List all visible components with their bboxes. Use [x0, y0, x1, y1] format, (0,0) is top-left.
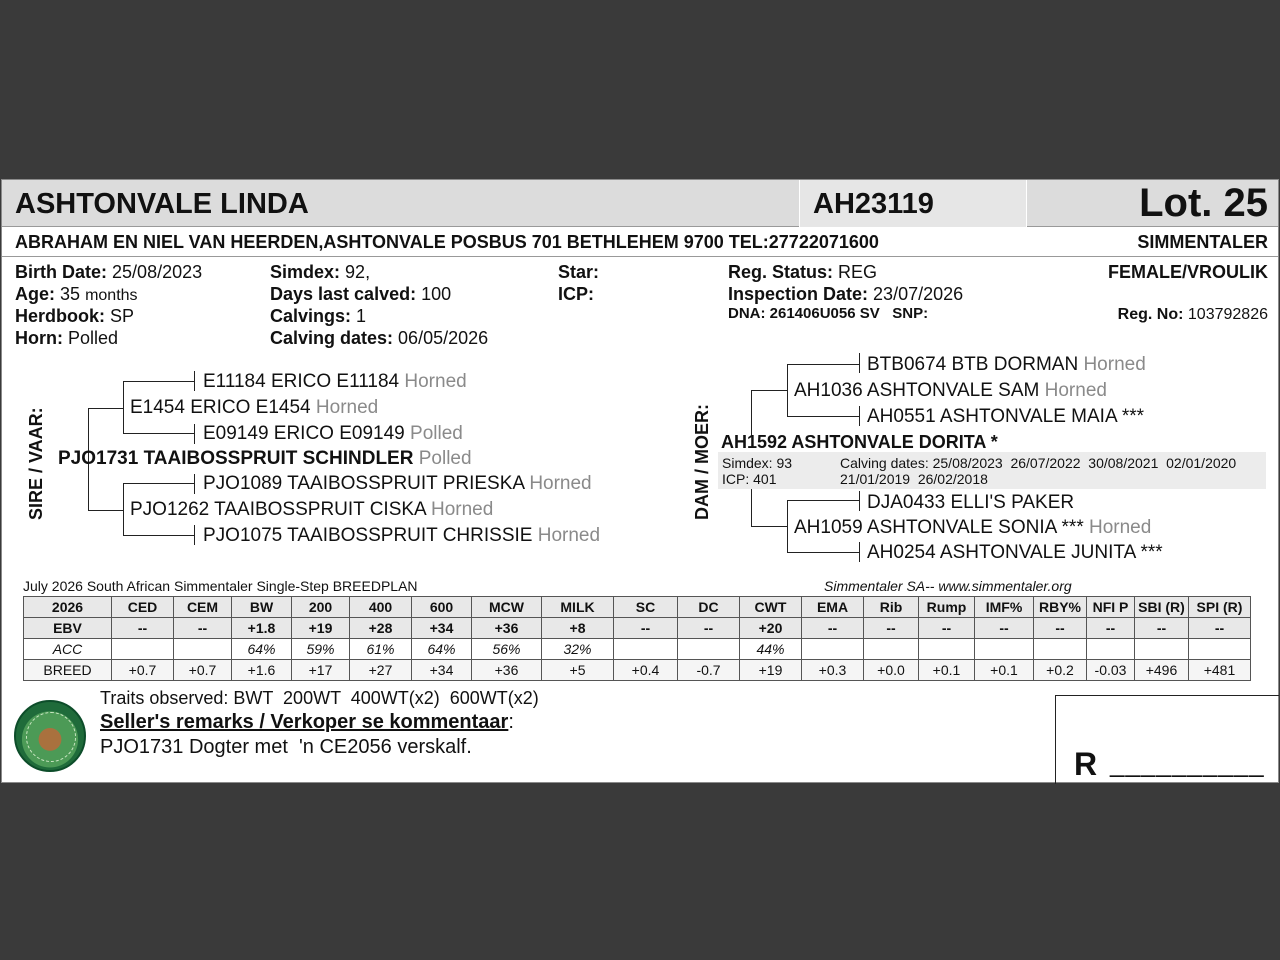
horn-row: Horn: Polled [15, 328, 119, 348]
birth-date-row: Birth Date: 25/08/2023 [15, 262, 203, 282]
breed-cell: +0.1 [975, 660, 1034, 681]
acc-row [24, 639, 1251, 660]
days-calved: 100 [421, 284, 452, 304]
acc-cell [975, 639, 1034, 660]
dam-simdex: Simdex: 93 [722, 455, 793, 471]
dam-sire-dam: AH0551 ASHTONVALE MAIA *** [867, 406, 1145, 427]
dam-calving-dates-2: 21/01/2019 26/02/2018 [840, 471, 988, 487]
ebv-col-header: CEM [174, 597, 232, 618]
ebv-cell: -- [802, 618, 864, 639]
breed-cell: +0.7 [174, 660, 232, 681]
ebv-col-header: SBI (R) [1135, 597, 1189, 618]
ebv-cell: +36 [472, 618, 542, 639]
ebv-col-header: Rib [864, 597, 919, 618]
ebv-col-header: IMF% [975, 597, 1034, 618]
breed-cell: -0.03 [1087, 660, 1135, 681]
breed-cell: +0.2 [1034, 660, 1087, 681]
breed-cell: +496 [1135, 660, 1189, 681]
reg-code: AH23119 [813, 188, 934, 220]
lot-card [1, 179, 1279, 783]
inspection-date: 23/07/2026 [873, 284, 964, 304]
reg-status: REG [838, 262, 878, 282]
breedplan-title: July 2026 South African Simmentaler Single-Step BREEDPLAN [23, 578, 418, 594]
owner-line [2, 228, 1278, 257]
dam-dam-sire: DJA0433 ELLI'S PAKER [867, 492, 1075, 513]
breedplan-website: Simmentaler SA-- www.simmentaler.org [824, 578, 1072, 594]
remarks-text: PJO1731 Dogter met 'n CE2056 verskalf. [100, 736, 472, 758]
acc-cell: 44% [740, 639, 802, 660]
sire-dam-dam: PJO1075 TAAIBOSSPRUIT CHRISSIE Horned [203, 525, 601, 546]
header-band [2, 180, 1278, 227]
acc-cell [1034, 639, 1087, 660]
breed-cell: +0.4 [614, 660, 678, 681]
breed-cell: +5 [542, 660, 614, 681]
calvings-row: Calvings: 1 [270, 306, 367, 326]
calving-dates: 06/05/2026 [398, 328, 489, 348]
ebv-cell: +1.8 [232, 618, 292, 639]
ebv-cell: -- [975, 618, 1034, 639]
ebv-cell: +28 [350, 618, 412, 639]
sire-side-label: SIRE / VAAR: [26, 407, 46, 520]
ebv-cell: -- [919, 618, 975, 639]
ebv-col-header: 2026 [24, 597, 112, 618]
herdbook-row: Herdbook: SP [15, 306, 135, 326]
ebv-cell: -- [614, 618, 678, 639]
dam-calving-dates-1: Calving dates: 25/08/2023 26/07/2022 30/08/2021 02/01/2020 [840, 455, 1237, 471]
breed-cell: +17 [292, 660, 350, 681]
acc-cell [1189, 639, 1251, 660]
simmentaler-sa-logo [14, 700, 86, 772]
acc-cell [112, 639, 174, 660]
reg-no: 103792826 [1187, 306, 1268, 323]
ebv-header-row [24, 597, 1251, 618]
calving-dates-row: Calving dates: 06/05/2026 [270, 328, 489, 348]
acc-cell [1087, 639, 1135, 660]
icp-label: ICP: [558, 284, 594, 304]
price-box[interactable] [1055, 695, 1279, 784]
ebv-cell: +8 [542, 618, 614, 639]
ebv-cell: -- [1189, 618, 1251, 639]
ebv-col-header: NFI P [1087, 597, 1135, 618]
ebv-cell: -- [112, 618, 174, 639]
ebv-col-header: MCW [472, 597, 542, 618]
acc-cell: 64% [412, 639, 472, 660]
ebv-cell: +34 [412, 618, 472, 639]
dam-sire: AH1036 ASHTONVALE SAM Horned [794, 380, 1107, 401]
ebv-col-header: BW [232, 597, 292, 618]
acc-cell [864, 639, 919, 660]
ebv-col-header: SPI (R) [1189, 597, 1251, 618]
birth-date: 25/08/2023 [112, 262, 203, 282]
breed-name: SIMMENTALER [1137, 232, 1268, 252]
ebv-cell: +19 [292, 618, 350, 639]
ebv-col-header: CED [112, 597, 174, 618]
acc-cell [614, 639, 678, 660]
acc-cell: 64% [232, 639, 292, 660]
star-label: Star: [558, 262, 600, 282]
inspection-row: Inspection Date: 23/07/2026 [728, 284, 964, 304]
ebv-table [23, 596, 1251, 681]
ebv-cell: -- [1034, 618, 1087, 639]
dam-dam-dam: AH0254 ASHTONVALE JUNITA *** [867, 542, 1163, 563]
ebv-col-header: Rump [919, 597, 975, 618]
ebv-row [24, 618, 1251, 639]
breed-cell: +36 [472, 660, 542, 681]
acc-cell [1135, 639, 1189, 660]
remarks-heading-row: Seller's remarks / Verkoper se kommentaar: [100, 711, 514, 733]
price-blank: __________ [1110, 748, 1265, 778]
age-value: 35 [60, 284, 81, 304]
dam-side-label: DAM / MOER: [692, 404, 712, 520]
ebv-col-header: 600 [412, 597, 472, 618]
acc-cell [802, 639, 864, 660]
breed-cell: +19 [740, 660, 802, 681]
ebv-cell: -- [174, 618, 232, 639]
dam-sire-sire: BTB0674 BTB DORMAN Horned [867, 354, 1146, 375]
age-row: Age: 35 months [15, 284, 138, 304]
reg-status-row: Reg. Status: REG [728, 262, 878, 282]
days-calved-row: Days last calved: 100 [270, 284, 452, 304]
ebv-col-header: DC [678, 597, 740, 618]
ebv-col-header: SC [614, 597, 678, 618]
breed-cell: +1.6 [232, 660, 292, 681]
breed-cell: BREED [24, 660, 112, 681]
breed-cell: +481 [1189, 660, 1251, 681]
acc-cell: 32% [542, 639, 614, 660]
ebv-cell: -- [1135, 618, 1189, 639]
ebv-col-header: MILK [542, 597, 614, 618]
calvings: 1 [356, 306, 367, 326]
acc-cell: 59% [292, 639, 350, 660]
price-label: R [1074, 746, 1098, 782]
acc-cell [919, 639, 975, 660]
remarks-heading: Seller's remarks / Verkoper se kommentaar [100, 711, 509, 733]
simdex: 92, [345, 262, 371, 282]
breed-cell: +0.0 [864, 660, 919, 681]
lot-number: Lot. 25 [1139, 181, 1268, 225]
sire-dam-sire: PJO1089 TAAIBOSSPRUIT PRIESKA Horned [203, 473, 592, 494]
sire-sire-sire: E11184 ERICO E11184 Horned [203, 371, 467, 392]
ebv-col-header: EMA [802, 597, 864, 618]
ebv-cell: -- [864, 618, 919, 639]
dna-line: DNA: 261406U056 SV SNP: [728, 305, 929, 322]
dam: AH1592 ASHTONVALE DORITA * [721, 432, 998, 452]
sire-dam-connector [123, 483, 124, 535]
ebv-cell: -- [678, 618, 740, 639]
breed-cell: +0.3 [802, 660, 864, 681]
horn-status: Polled [68, 328, 119, 348]
dam-icp: ICP: 401 [722, 471, 777, 487]
sire-sire-dam: E09149 ERICO E09149 Polled [203, 423, 463, 444]
acc-cell [174, 639, 232, 660]
ebv-cell: +20 [740, 618, 802, 639]
dam-sire-connector [751, 390, 752, 436]
breed-cell: +34 [412, 660, 472, 681]
sex: FEMALE/VROULIK [1108, 262, 1268, 282]
breed-cell: +0.1 [919, 660, 975, 681]
ebv-col-header: CWT [740, 597, 802, 618]
dam-dam: AH1059 ASHTONVALE SONIA *** Horned [794, 517, 1152, 538]
acc-cell: 56% [472, 639, 542, 660]
acc-cell: 61% [350, 639, 412, 660]
owner-address: ABRAHAM EN NIEL VAN HEERDEN,ASHTONVALE POSBUS 701 BETHLEHEM 9700 TEL:27722071600 [15, 232, 879, 252]
sire-sire-connector [123, 381, 124, 433]
breed-cell: +0.7 [112, 660, 174, 681]
ebv-col-header: 200 [292, 597, 350, 618]
dam-dam-connector [751, 486, 752, 526]
breed-avg-row [24, 660, 1251, 681]
acc-cell: ACC [24, 639, 112, 660]
sire-sire: E1454 ERICO E1454 Horned [130, 397, 379, 418]
ebv-col-header: RBY% [1034, 597, 1087, 618]
sire-dam: PJO1262 TAAIBOSSPRUIT CISKA Horned [130, 499, 494, 520]
traits-observed: Traits observed: BWT 200WT 400WT(x2) 600WT(x2) [100, 688, 539, 708]
ebv-cell: EBV [24, 618, 112, 639]
animal-name: ASHTONVALE LINDA [15, 188, 309, 220]
breed-cell: -0.7 [678, 660, 740, 681]
acc-cell [678, 639, 740, 660]
reg-no-row: Reg. No: 103792826 [1117, 306, 1268, 323]
sire: PJO1731 TAAIBOSSPRUIT SCHINDLER Polled [58, 448, 472, 469]
breed-cell: +27 [350, 660, 412, 681]
ebv-cell: -- [1087, 618, 1135, 639]
ebv-col-header: 400 [350, 597, 412, 618]
herdbook: SP [110, 306, 135, 326]
simdex-row: Simdex: 92, [270, 262, 371, 282]
